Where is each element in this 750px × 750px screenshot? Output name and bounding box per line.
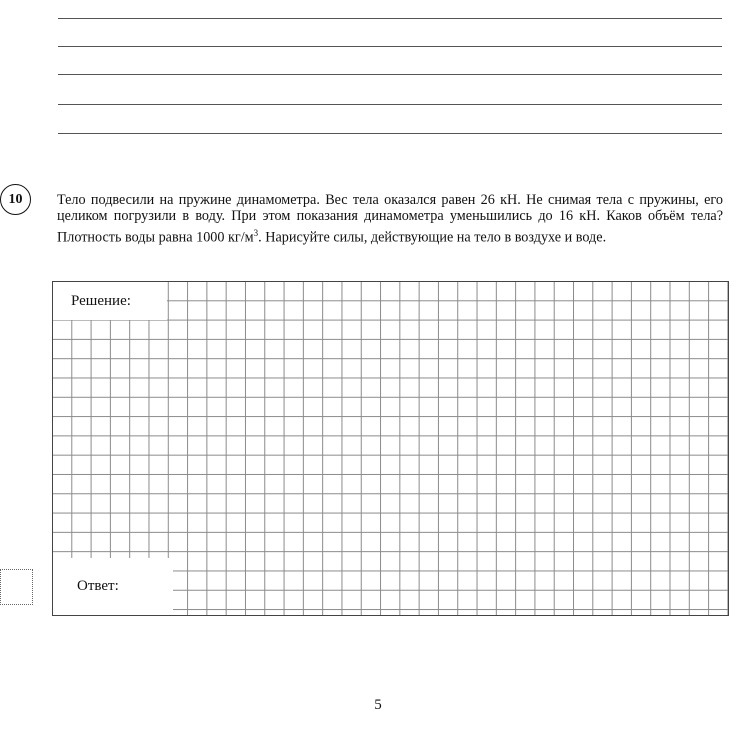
answer-line [58, 74, 722, 75]
answer-line [58, 46, 722, 47]
answer-line [58, 104, 722, 105]
solution-label: Решение: [53, 282, 167, 320]
answer-line [58, 133, 722, 134]
answer-lines [58, 0, 722, 150]
score-box[interactable] [0, 569, 33, 605]
task-number: 10 [0, 184, 31, 215]
answer-line [58, 18, 722, 19]
solution-grid[interactable] [52, 281, 729, 616]
answer-label: Ответ: [53, 558, 173, 615]
task-text-main: Тело подвесили на пружине динамометра. Вес тела оказался равен 26 кН. Не снимая тела с пружины, его целиком погрузили в воду. При этом показания динамометра уменьшились до 16 кН. Каков объём тела? Плотность воды равна 1000 кг/м [57, 192, 723, 246]
task-text [57, 192, 723, 246]
task-text-superscript: 3 [253, 227, 259, 238]
task-text-end: . Нарисуйте силы, действующие на тело в воздухе и воде. [258, 229, 607, 246]
page-number: 5 [374, 697, 382, 713]
